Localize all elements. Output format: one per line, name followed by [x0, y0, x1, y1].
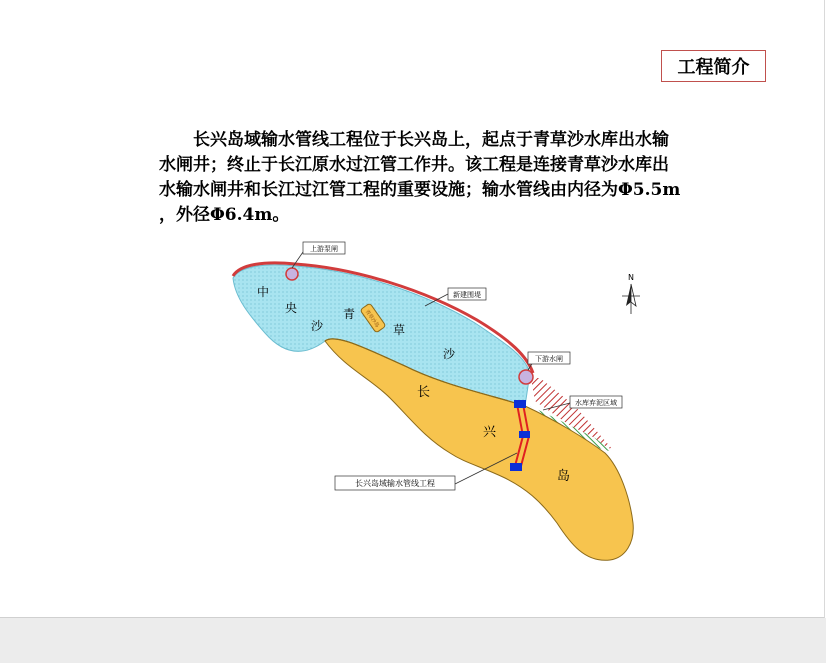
gate-block-top: [514, 400, 526, 408]
label-cao: 草: [393, 323, 406, 337]
project-map: [225, 238, 645, 568]
upstream-gate-marker: [286, 268, 298, 280]
new-dike-label: 新建围堤: [453, 291, 481, 299]
label-dao: 岛: [557, 469, 571, 484]
label-xing: 兴: [483, 425, 497, 440]
label-small-island: 青草沙岛: [363, 308, 380, 329]
pipeline-label: 长兴岛域输水管线工程: [355, 479, 435, 488]
north-arrow-icon: [622, 273, 640, 314]
label-sha2: 沙: [443, 347, 456, 361]
label-qing: 青: [343, 307, 356, 321]
gate-block-mid: [519, 431, 530, 438]
label-yang: 央: [285, 301, 298, 315]
label-chang: 长: [417, 385, 431, 400]
downstream-gate-marker: [519, 370, 533, 384]
label-zhong: 中: [257, 285, 270, 299]
intro-paragraph: 长兴岛域输水管线工程位于长兴岛上，起点于青草沙水库出水输水闸井；终止于长江原水过江管工作井。该工程是连接青草沙水库出水输水闸井和长江过江管工程的重要设施；输水管线由内径为Φ5.5m ，外径Φ6.4m。: [159, 130, 681, 225]
dredge-area-label: 水库弃泥区域: [575, 399, 617, 407]
svg-text:N: N: [628, 273, 634, 282]
page-title: 工程简介: [661, 50, 766, 82]
gate-block-bottom: [510, 463, 522, 471]
bottom-bar: [0, 618, 826, 663]
label-sha1: 沙: [311, 319, 324, 333]
downstream-gate-label: 下游水闸: [535, 355, 563, 363]
upstream-gate-label: 上游泵闸: [310, 245, 338, 253]
